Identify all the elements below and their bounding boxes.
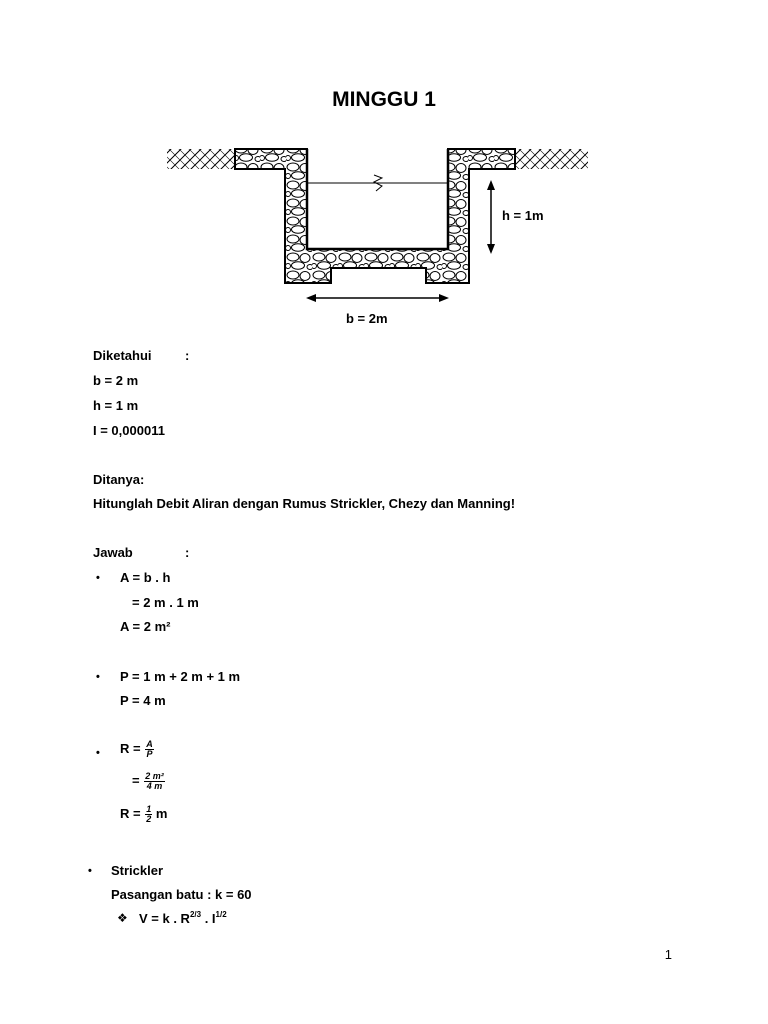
radius-result: R = $\frac{1}{2}$ m bbox=[120, 804, 168, 824]
jawab-colon: : bbox=[185, 545, 190, 560]
diamond-bullet-icon: ❖ bbox=[117, 911, 128, 925]
b-arrow-right bbox=[439, 294, 449, 302]
strickler-formula: V = k . $R^{2/3}$ . $I^{1/2}$ bbox=[139, 910, 227, 926]
area-substitution: = 2 m . 1 m bbox=[132, 595, 199, 610]
bullet: • bbox=[96, 671, 100, 683]
bullet: • bbox=[96, 572, 100, 584]
strickler-material: Pasangan batu : k = 60 bbox=[111, 887, 252, 902]
ground-right bbox=[515, 149, 588, 169]
radius-substitution: = $\frac{\text{2 m²}}{4 m}$ bbox=[132, 771, 164, 791]
page-number: 1 bbox=[664, 947, 672, 962]
question-text: Hitunglah Debit Aliran dengan Rumus Strickler, Chezy dan Manning! bbox=[93, 496, 516, 511]
given-h: h = 1 m bbox=[93, 398, 139, 413]
given-b: b = 2 m bbox=[93, 373, 139, 388]
given-slope: I = 0,000011 bbox=[93, 423, 165, 438]
perimeter-formula: P = 1 m + 2 m + 1 m bbox=[120, 669, 241, 684]
radius-formula: R = $\frac{A}{P}$ bbox=[120, 739, 153, 759]
bullet: • bbox=[96, 747, 100, 759]
area-formula: A = b . h bbox=[120, 570, 171, 585]
channel-diagram bbox=[0, 0, 768, 340]
fraction-a-over-p: $\frac{A}{P}$ bbox=[146, 739, 153, 759]
diketahui-heading: Diketahui bbox=[93, 348, 152, 363]
channel-inner bbox=[307, 149, 448, 249]
jawab-heading: Jawab bbox=[93, 545, 133, 560]
perimeter-result: P = 4 m bbox=[120, 693, 166, 708]
page-title: MINGGU 1 bbox=[332, 88, 436, 111]
b-arrow-left bbox=[306, 294, 316, 302]
ground-left bbox=[167, 149, 235, 169]
fraction-2m2-over-4m: $\frac{\text{2 m²}}{4 m}$ bbox=[145, 771, 164, 791]
diketahui-colon: : bbox=[185, 348, 190, 363]
fraction-one-half: $\frac{1}{2}$ bbox=[146, 804, 152, 824]
bullet: • bbox=[88, 865, 92, 877]
h-dimension-label: h = 1m bbox=[502, 208, 544, 223]
strickler-heading: Strickler bbox=[111, 863, 164, 878]
ditanya-heading: Ditanya: bbox=[93, 472, 145, 487]
h-arrow-top bbox=[487, 180, 495, 190]
h-arrow-bottom bbox=[487, 244, 495, 254]
area-result: A = 2 m² bbox=[120, 619, 171, 634]
b-dimension-label: b = 2m bbox=[346, 311, 388, 326]
